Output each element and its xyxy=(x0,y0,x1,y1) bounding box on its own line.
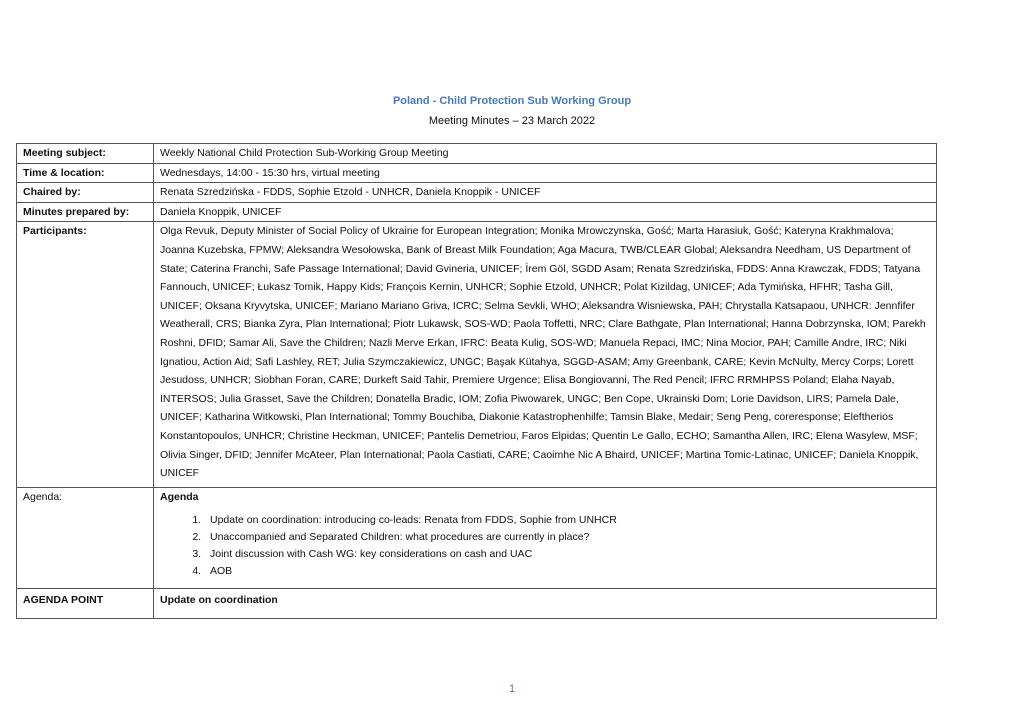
list-item: 4. AOB xyxy=(204,563,930,580)
agenda-point-value: Update on coordination xyxy=(154,589,937,619)
table-row xyxy=(17,163,937,183)
minutes-prepared-label: Minutes prepared by: xyxy=(17,202,154,222)
table-row xyxy=(17,202,937,222)
meeting-subject-value: Weekly National Child Protection Sub-Working Group Meeting xyxy=(154,144,937,164)
participants-value: Olga Revuk, Deputy Minister of Social Policy of Ukraine for European Integration; Monika Mrowczynska, Gość; Marta Harasiuk, Gość; Kateryna Krakhmalova; Joanna Kuzebska, FPMW; Aleksandra Wesołowska, Bank of Breast Milk Foundation; Aga Macura, TWB/CLEAR Global; Aleksandra Needham, US Department of State; Caterina Franchi, Safe Passage International; David Gvineria, UNICEF; İrem Göl, SGDD Asam; Renata Szredzińska, FDDS: Anna Krawczak, FDDS; Tatyana Fannouch, UNICEF; Łukasz Tomik, Happy Kids; François Kernin, UNHCR; Sophie Etzold, UNHCR; Polat Kizildag, UNICEF; Ada Tymińska, HFHR; Tasha Gill, UNICEF; Oksana Kryvytska, UNICEF; Mariano Mariano Griva, ICRC; Selma Sevkli, WHO; Aleksandra Wisniewska, PAH; Chrystalla Katsapaou, UNHCR: Jennfifer Weatherall, CRS; Bianka Zyra, Plan International; Piotr Lukawsk, SOS-WD; Paola Toffetti, NRC; Clare Bathgate, Plan International; Hanna Dobrzynska, IOM; Parekh Roshni, DFID; Samar Ali, Save the Children; Nazli Merve Erkan, IFRC: Beata Kulig, SOS-WD; Manuela Repaci, IMC; Nina Mocior, PAH; Camille Andre, IRC; Niki Ignatiou, Action Aid; Safi Lashley, RET; Julia Szymczakiewicz, UNGC; Başak Kütahya, SGGD-ASAM; Amy Greenbank, CARE; Kevin McNulty, Mercy Corps; Lorett Jesudoss, UNHCR; Siobhan Foran, CARE; Durkeft Said Tahir, Premiere Urgence; Elisa Bongiovanni, The Red Pencil; IFRC RRMHPSS Poland; Elaha Nayab, INTERSOS; Julia Grasset, Save the Children; Donatella Bradic, IOM; Zofia Piwowarek, UNGC; Ben Cope, Ukrainski Dom; Lorie Davidson, LIRS; Pamela Dale, UNICEF; Katharina Witkowski, Plan International; Tommy Bouchiba, Diakonie Katastrophenhilfe; Tamsin Blake, Medair; Seng Peng, coreresponse; Eleftherios Konstantopoulos, UNHCR; Christine Heckman, UNICEF; Pantelis Demetriou, Faros Elpidas; Quentin Le Gallo, ECHO; Samantha Allen, IRC; Elena Wasylew, MSF; Olivia Singer, DFID; Jennifer McAteer, Plan International; Paola Castiati, CARE; Caoimhe Nic A Bhaird, UNICEF; Martina Tomic-Latinac, UNICEF; Daniela Knoppik, UNICEF xyxy=(154,222,937,487)
agenda-label: Agenda: xyxy=(17,487,154,589)
table-row xyxy=(17,487,937,589)
list-item: 1. Update on coordination: introducing co-leads: Renata from FDDS, Sophie from UNHCR xyxy=(204,512,930,529)
table-row xyxy=(17,222,937,487)
agenda-heading: Agenda xyxy=(160,490,199,503)
time-location-value: Wednesdays, 14:00 - 15:30 hrs, virtual meeting xyxy=(154,163,937,183)
document-subtitle: Meeting Minutes – 23 March 2022 xyxy=(428,115,596,127)
list-item: 2. Unaccompanied and Separated Children: what procedures are currently in place? xyxy=(204,529,930,546)
agenda-point-label: AGENDA POINT xyxy=(17,589,154,619)
document-title: Poland - Child Protection Sub Working Group xyxy=(392,95,632,107)
chaired-by-value: Renata Szredzińska - FDDS, Sophie Etzold - UNHCR, Daniela Knoppik - UNICEF xyxy=(154,183,937,203)
participants-label: Participants: xyxy=(17,222,154,487)
table-row xyxy=(17,589,937,619)
list-item: 3. Joint discussion with Cash WG: key considerations on cash and UAC xyxy=(204,546,930,563)
page-number: 1 xyxy=(508,683,516,695)
meeting-subject-label: Meeting subject: xyxy=(17,144,154,164)
agenda-cell xyxy=(154,487,937,589)
agenda-list xyxy=(160,512,930,580)
table-row xyxy=(17,144,937,164)
minutes-table xyxy=(16,143,937,619)
chaired-by-label: Chaired by: xyxy=(17,183,154,203)
table-row xyxy=(17,183,937,203)
minutes-prepared-value: Daniela Knoppik, UNICEF xyxy=(154,202,937,222)
time-location-label: Time & location: xyxy=(17,163,154,183)
